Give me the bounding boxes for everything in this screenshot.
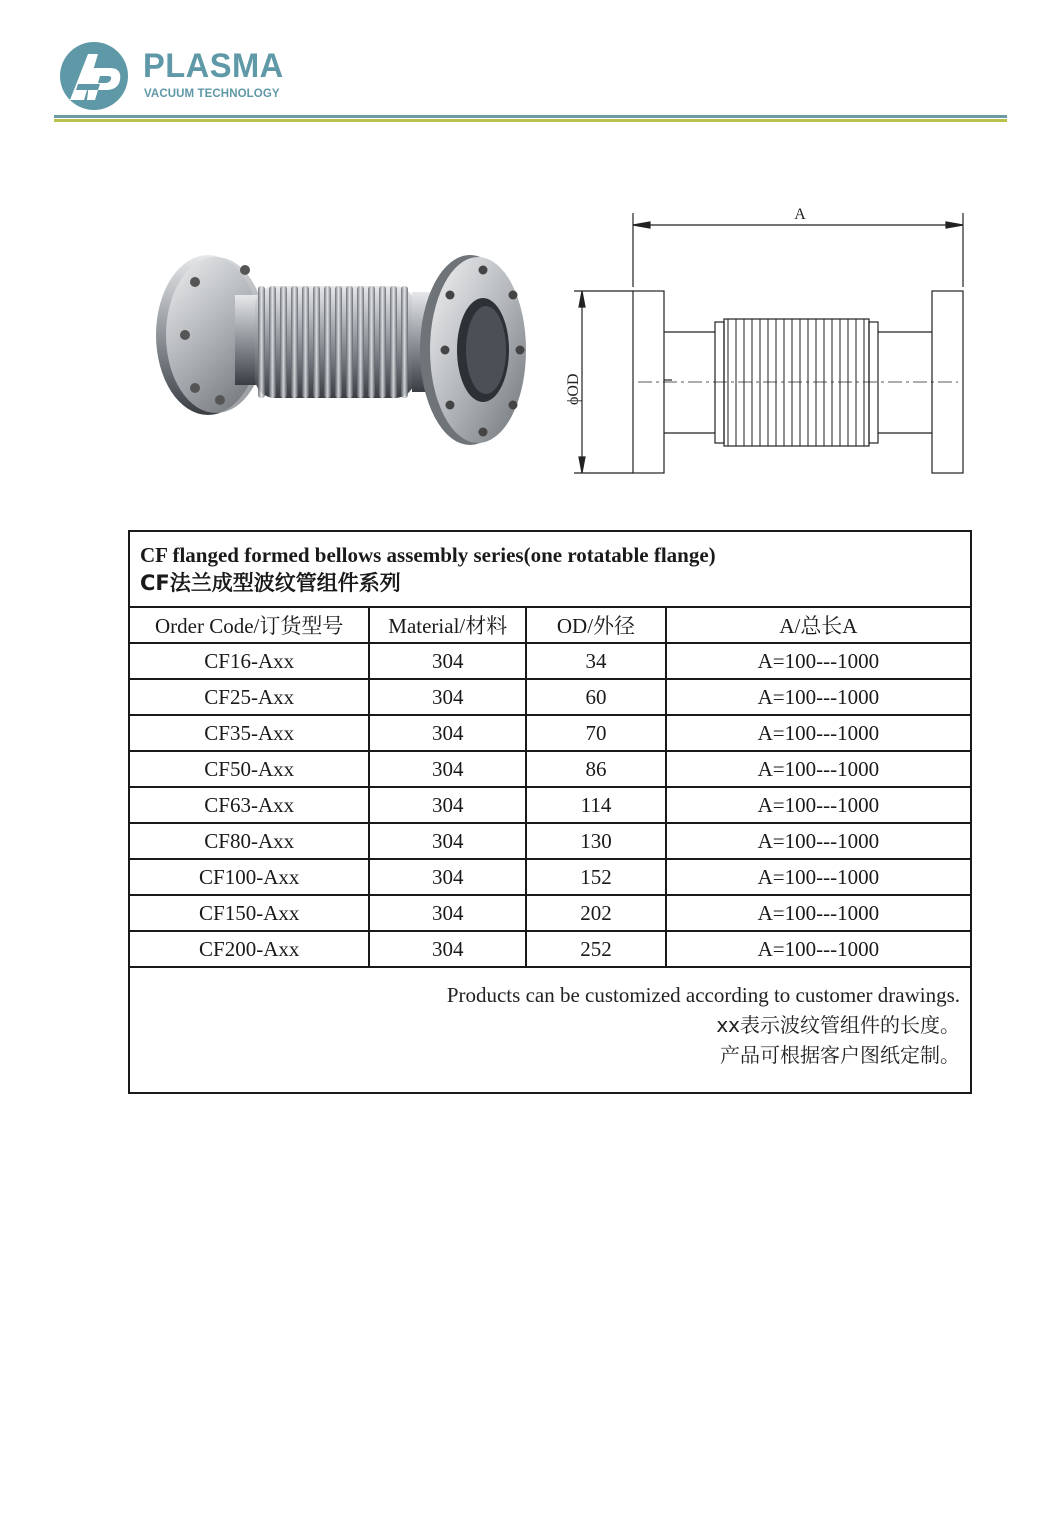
cell-material: 304 — [369, 931, 526, 967]
table-row — [129, 751, 971, 787]
cell-material: 304 — [369, 859, 526, 895]
table-header-row — [129, 607, 971, 643]
table-row — [129, 823, 971, 859]
table-row — [129, 895, 971, 931]
cell-code: CF16-Axx — [129, 643, 369, 679]
note-xx-meaning-zh: xx表示波纹管组件的长度。 — [716, 1013, 960, 1037]
cell-material: 304 — [369, 787, 526, 823]
note-customization-en: Products can be customized according to customer drawings. — [446, 983, 960, 1007]
header-material: Material/材料 — [369, 607, 526, 643]
bellows-technical-drawing-icon — [560, 195, 980, 485]
cell-a: A=100---1000 — [666, 679, 971, 715]
table-title-zh: CF法兰成型波纹管组件系列 — [140, 571, 401, 595]
plasma-logo-icon — [58, 40, 130, 112]
table-row — [129, 643, 971, 679]
cell-a: A=100---1000 — [666, 643, 971, 679]
table-row — [129, 931, 971, 967]
header-a: A/总长A — [666, 607, 971, 643]
brand-tagline: VACUUM TECHNOLOGY — [144, 88, 280, 100]
cell-code: CF150-Axx — [129, 895, 369, 931]
cell-od: 202 — [526, 895, 666, 931]
cell-od: 86 — [526, 751, 666, 787]
cell-od: 252 — [526, 931, 666, 967]
cell-od: 34 — [526, 643, 666, 679]
cell-material: 304 — [369, 679, 526, 715]
table-row — [129, 715, 971, 751]
bellows-assembly-photo-icon — [150, 250, 535, 455]
dimension-a-label: A — [794, 206, 806, 223]
cell-od: 152 — [526, 859, 666, 895]
cell-a: A=100---1000 — [666, 787, 971, 823]
cell-od: 130 — [526, 823, 666, 859]
table-title-en: CF flanged formed bellows assembly series(one rotatable flange) — [140, 543, 716, 567]
cell-code: CF35-Axx — [129, 715, 369, 751]
cell-material: 304 — [369, 823, 526, 859]
spec-table — [128, 530, 972, 1094]
cell-code: CF63-Axx — [129, 787, 369, 823]
cell-a: A=100---1000 — [666, 715, 971, 751]
cell-a: A=100---1000 — [666, 823, 971, 859]
cell-od: 60 — [526, 679, 666, 715]
cell-od: 70 — [526, 715, 666, 751]
cell-material: 304 — [369, 643, 526, 679]
table-title-row — [129, 531, 971, 607]
cell-code: CF50-Axx — [129, 751, 369, 787]
header-order-code: Order Code/订货型号 — [129, 607, 369, 643]
table-notes-row — [129, 967, 971, 1093]
cell-code: CF100-Axx — [129, 859, 369, 895]
cell-code: CF200-Axx — [129, 931, 369, 967]
cell-material: 304 — [369, 895, 526, 931]
cell-a: A=100---1000 — [666, 751, 971, 787]
cell-code: CF25-Axx — [129, 679, 369, 715]
table-row — [129, 859, 971, 895]
note-customization-zh: 产品可根据客户图纸定制。 — [720, 1043, 960, 1067]
cell-a: A=100---1000 — [666, 931, 971, 967]
dimension-od-label: ϕOD — [565, 373, 582, 405]
cell-code: CF80-Axx — [129, 823, 369, 859]
cell-material: 304 — [369, 751, 526, 787]
header-rule-green — [54, 119, 1007, 122]
cell-od: 114 — [526, 787, 666, 823]
header-od: OD/外径 — [526, 607, 666, 643]
table-row — [129, 787, 971, 823]
table-row — [129, 679, 971, 715]
page-header — [0, 0, 1057, 130]
table-notes-cell — [129, 967, 971, 1093]
cell-material: 304 — [369, 715, 526, 751]
header-rule-blue — [54, 115, 1007, 118]
table-title-cell — [129, 531, 971, 607]
cell-a: A=100---1000 — [666, 895, 971, 931]
brand-name: PLASMA — [143, 47, 284, 85]
cell-a: A=100---1000 — [666, 859, 971, 895]
